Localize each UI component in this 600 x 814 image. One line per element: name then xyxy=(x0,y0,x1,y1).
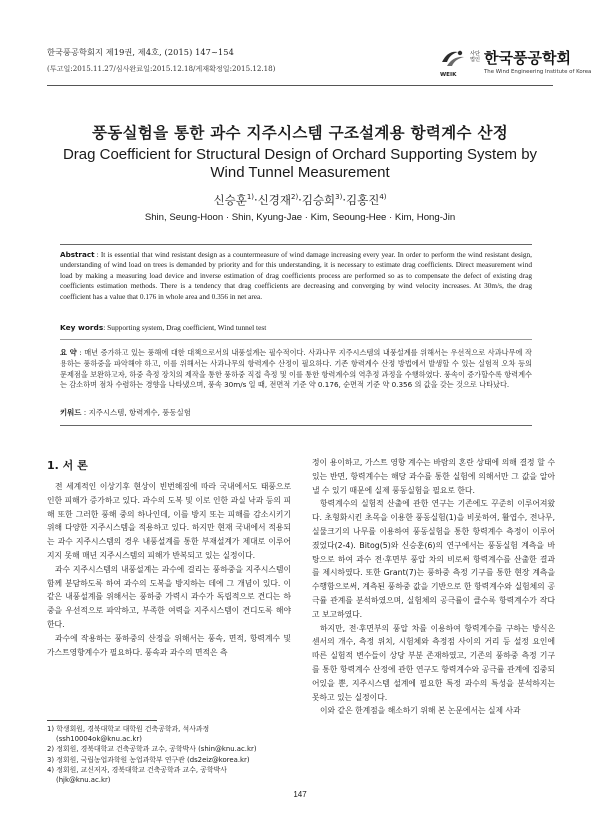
section-title-introduction: 1. 서 론 xyxy=(47,459,88,472)
abstract xyxy=(60,250,532,302)
paragraph: 정이 용이하고, 가스트 영향 계수는 바람의 혼란 상태에 의해 결정 할 수 있는 반면, 항력계수는 해당 과수를 통한 실험에 의해서만 그 값을 알아낼 수 있기 때문에 실제 풍동실험을 필요로 한다. xyxy=(312,458,555,495)
society-logo xyxy=(440,44,592,80)
footnote: 4) 정회원, 교신저자, 경북대학교 건축공학과 교수, 공학박사 xyxy=(47,765,227,774)
authors-english: Shin, Seung-Hoon · Shin, Kyung-Jae · Kim, Seoung-Hee · Kim, Hong-Jin xyxy=(144,212,456,223)
logo-society-name: 한국풍공학회 xyxy=(484,49,571,67)
journal-citation: 한국풍공학회지 제19권, 제4호, (2015) 147~154 xyxy=(47,47,234,57)
author-2: 신경재$^{2)}$ xyxy=(257,193,299,207)
paragraph: 과수 지주시스템의 내풍설계는 과수에 걸리는 풍하중을 지주시스템이 함께 분담하도록 하여 과수의 도복을 방지하는 데에 그 개념이 있다. 이 같은 내풍설계를 위해서는 풍하중 가력시 과수가 독립적으로 견디는 하중을 우선적으로 파악하고, 부족한 여력을 지주시스템이 견디도록 해야 한다. xyxy=(47,564,291,629)
left-column xyxy=(47,462,291,659)
paragraph: 하지만, 전·후면부의 풍압 차를 이용하여 항력계수를 구하는 방식은 센서의 개수, 측정 위치, 시험체와 측정점 사이의 거리 등 설정 요인에 따른 실험적 변수들이 상당 부분 존재하였고, 기존의 풍하중 측정 기구를 통한 항력계수 산정에 관한 연구도 항력계수와 공극률 관계에 집중되어있을 뿐, 지주시스템 설계에 필요한 특정 과수의 특성을 분석하지는 못하고 있는 실정이다. xyxy=(312,623,555,702)
logo-abbreviation: WEIK xyxy=(440,72,457,78)
paragraph: 이와 같은 한계점을 해소하기 위해 본 논문에서는 실제 사과 xyxy=(320,706,521,716)
author-4: 김홍진$^{4)}$ xyxy=(346,193,387,207)
footnote: 1) 학생회원, 경북대학교 대학원 건축공학과, 석사과정 xyxy=(47,725,210,733)
abstract-bottom-rule xyxy=(60,425,532,426)
footnote: 3) 정회원, 국립농업과학원 농업과학부 연구관 (ds2eiz@korea.kr) xyxy=(47,755,250,764)
logo-small-text: 사단 법인 xyxy=(470,51,481,64)
yoyak-label: 요 약 xyxy=(60,348,77,357)
page-number: 147 xyxy=(293,790,307,799)
keywords-english: Key words: Supporting system, Drag coefficient, Wind tunnel test xyxy=(60,323,267,332)
paragraph: 과수에 작용하는 풍하중의 산정을 위해서는 풍속, 면적, 항력계수 및 가스트영향계수가 필요하다. 풍속과 과수의 면적은 측 xyxy=(47,633,291,657)
logo-english-name: The Wind Engineering Institute of Korea xyxy=(484,69,592,75)
authors-korean: 신승훈$^{1)}$·신경재$^{2)}$·김승희$^{3)}$·김홍진$^{4)}$ xyxy=(213,193,387,207)
author-footnotes xyxy=(47,724,297,785)
author-1: 신승훈$^{1)}$ xyxy=(213,193,254,207)
paragraph: 항력계수의 실험적 산출에 관한 연구는 기존에도 꾸준히 이루어져왔다. 초형화시킨 초목을 이용한 풍동실험(1)을 비롯하여, 활엽수, 전나무, 실물크기의 나무를 이용하여 풍동실험을 통한 항력계수 측정이 이루어졌었다(2-4). Bitog(5)와 신승훈(6)의 연구에서는 풍동실험 계측을 바탕으로 하여 과수 전·후면부 풍압 차의 비로써 항력계수를 산출한 결과를 제시하였다. 또한 Grant(7)는 풍하중 측정 기구를 통한 현장 계측을 수행함으로써, 계측된 풍하중 값을 기반으로 한 항력계수와 실험체의 공극률 관계를 분석하였으며, 실험체의 공극률이 클수록 항력계수가 작다고 보고하였다. xyxy=(312,499,555,619)
abstract-top-rule xyxy=(60,244,532,245)
footnote-rule xyxy=(47,720,157,721)
keywords-korean: 키워드 : 지주시스템, 항력계수, 풍동실험 xyxy=(60,408,191,417)
paper-title-korean: 풍동실험을 통한 과수 지주시스템 구조설계용 항력계수 산정 xyxy=(91,124,508,142)
submission-dates: (투고일:2015.11.27/심사완료일:2015.12.18/게재확정일:2015.12.18) xyxy=(47,64,276,73)
footnote: (ssh10004ok@knu.ac.kr) xyxy=(56,735,142,744)
abstract-divider xyxy=(60,339,532,340)
abstract-text: : It is essential that wind resistant design as a countermeasure of wind damage increasing every year. In order to perform the wind resistant design, understanding of wind load on trees is demanded by priority and for this understanding, it is necessary to estimate drag coefficients. Direct measurement wind load by making a measuring load device and inverse estimation of drag coefficients process are performed so as to compensate the defect of existing drag coefficients estimation methods. There is a tendency that drag coefficients are decreasing and converging by wind velocity increases. At 30m/s, the drag coefficient has a value that 0.176 in whole area and 0.356 in net area. xyxy=(60,250,532,301)
footnote: (hjk@knu.ac.kr) xyxy=(56,776,111,785)
korean-abstract xyxy=(60,348,532,391)
header-rule xyxy=(47,85,553,86)
footnote: 2) 정회원, 경북대학교 건축공학과 교수, 공학박사 (shin@knu.ac.kr) xyxy=(47,745,257,754)
author-3: 김승희$^{3)}$ xyxy=(301,193,343,207)
paragraph: 전 세계적인 이상기후 현상이 빈번해짐에 따라 국내에서도 태풍으로 인한 피해가 증가하고 있다. 과수의 도복 및 이로 인한 과실 낙과 등의 피해 또한 그러한 풍해 중의 하나인데, 이를 방지 또는 피해를 감소시키기 위해 다양한 지주시스템을 적용하고 있다. 하지만 현재 국내에서 적용되는 과수 지주시스템의 경우 내풍설계를 통한 부재설계가 제대로 이루어지지 못해 매년 지주시스템의 피해가 반복되고 있는 실정이다. xyxy=(47,482,291,560)
yoyak-text: : 매년 증가하고 있는 풍해에 대한 대책으로서의 내풍설계는 필수적이다. 사과나무 지주시스템의 내풍설계를 위해서는 우선적으로 사과나무에 작용하는 풍하중을 파악해야 하고, 이를 위해서는 사과나무의 항력계수 산정이 필요하다. 기존 항력계수 산정 방법에서 발생할 수 있는 실험적 오차 등의 문제점을 보완하고자, 하중 측정 장치의 제작을 통한 풍하중 직접 측정 및 이를 통한 항력계수의 역추정 과정을 수행하였다. 풍속이 증가할수록 항력계수는 감소하며 점차 수렴하는 경향을 나타냈으며, 풍속 30m/s 일 때, 전면적 기준 약 0.176, 순면적 기준 약 0.356 의 값을 갖는 것으로 나타났다. xyxy=(60,348,532,390)
paper-title-english: Drag Coefficient for Structural Design of Orchard Supporting System by Wind Tunnel Measurement xyxy=(62,146,538,181)
right-column xyxy=(312,456,555,718)
weik-logo-icon xyxy=(440,48,466,70)
abstract-label: Abstract xyxy=(60,250,95,259)
